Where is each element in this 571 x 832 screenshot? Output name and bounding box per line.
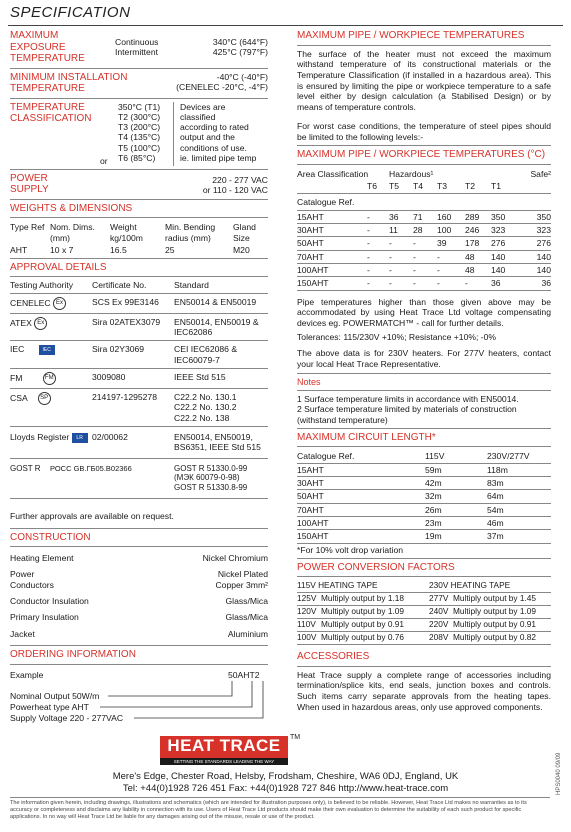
divider bbox=[10, 169, 268, 170]
ordering-label: ORDERING INFORMATION bbox=[10, 649, 136, 661]
continuous-label: Continuous bbox=[115, 37, 159, 47]
weights-header: Weight kg/100m bbox=[110, 222, 143, 243]
gost-standard: GOST R 51330.0-99 bbox=[174, 463, 248, 473]
divider bbox=[297, 145, 551, 146]
max-exposure-label: MAXIMUM EXPOSURE TEMPERATURE bbox=[10, 30, 85, 64]
pipe-cell: - bbox=[367, 237, 389, 250]
approval-standard: C22.2 No. 138 bbox=[174, 412, 230, 423]
circuit-cell: 15AHT bbox=[297, 463, 425, 476]
weights-label: WEIGHTS & DIMENSIONS bbox=[10, 202, 133, 214]
area-class-header: Area Classification bbox=[297, 168, 369, 179]
left-column bbox=[10, 30, 268, 728]
conversion-cell: 100V bbox=[297, 632, 321, 645]
divider bbox=[297, 373, 551, 374]
pipe-cell: 140 bbox=[491, 250, 517, 263]
company-contact: Tel: +44(0)1928 726 451 Fax: +44(0)1928 727 846 http://www.heat-trace.com bbox=[122, 783, 449, 794]
divider bbox=[10, 546, 268, 547]
pipe-cell: 246 bbox=[465, 224, 491, 237]
divider bbox=[10, 276, 268, 277]
note-line: classified bbox=[180, 111, 216, 122]
construction-key: Primary Insulation bbox=[10, 612, 79, 623]
circuit-cell: 42m bbox=[425, 477, 487, 490]
conversion-cell: 125V bbox=[297, 593, 321, 606]
title-divider bbox=[8, 25, 563, 26]
pipe-cell: - bbox=[465, 277, 491, 290]
gost-standard: GOST R 51330.8-99 bbox=[174, 482, 248, 492]
construction-value: Glass/Mica bbox=[225, 596, 268, 607]
approval-authority: Lloyds Register bbox=[10, 431, 70, 442]
pipe-cell: 71 bbox=[413, 210, 437, 223]
conversion-cell: Multiply output by 1.18 bbox=[321, 593, 429, 606]
approval-standard: IEC62086 bbox=[174, 327, 213, 338]
company-address: Mere's Edge, Chester Road, Helsby, Frodsham, Cheshire, WA6 0DJ, England, UK bbox=[112, 771, 459, 782]
weights-cell: 16.5 bbox=[110, 244, 127, 255]
construction-label: CONSTRUCTION bbox=[10, 531, 91, 543]
conversion-cell: 277V bbox=[429, 593, 453, 606]
divider bbox=[10, 664, 268, 665]
conversion-cell: Multiply output by 0.91 bbox=[453, 619, 551, 632]
circuit-cell: 50AHT bbox=[297, 490, 425, 503]
circuit-cell: 118m bbox=[487, 463, 551, 476]
power-supply-value-alt: or 110 - 120 VAC bbox=[202, 185, 268, 196]
ex-mark-icon: Ex bbox=[53, 297, 66, 310]
pipe-cell: - bbox=[437, 250, 465, 263]
pipe-cell: 289 bbox=[465, 210, 491, 223]
ordering-line-voltage: Supply Voltage 220 - 277VAC bbox=[10, 712, 124, 723]
power-supply-label: POWER SUPPLY bbox=[10, 172, 49, 196]
conversion-cell: Multiply output by 1.09 bbox=[453, 606, 551, 619]
class-header: T6 bbox=[367, 180, 389, 193]
accessories-paragraph: Heat Trace supply a complete range of accessories including termination/splice kits, end seals, junction boxes and controls. Such items carry separate approvals from the heating tapes. When used in hazardous areas, only use approved components. bbox=[297, 669, 551, 712]
gost-cert: РОСС GB.ГБ05.В02366 bbox=[50, 463, 132, 473]
pipe-cell: - bbox=[389, 277, 413, 290]
circuit-cell: 64m bbox=[487, 490, 551, 503]
data-230v-note: The above data is for 230V heaters. For 277V heaters, contact your local Heat Trace Representative. bbox=[297, 348, 551, 369]
weights-header: Gland Size bbox=[233, 222, 256, 243]
pipe-cell: - bbox=[413, 277, 437, 290]
pipe-cell: 140 bbox=[517, 250, 551, 263]
hazardous-header: Hazardous¹ bbox=[389, 168, 434, 179]
pipe-cell: 276 bbox=[517, 237, 551, 250]
pipe-temperature-table bbox=[297, 168, 551, 291]
conversion-cell: 110V bbox=[297, 619, 321, 632]
power-supply-value: 220 - 277 VAC bbox=[212, 174, 268, 185]
pipe-cell: - bbox=[413, 250, 437, 263]
pipe-cell: 50AHT bbox=[297, 237, 367, 250]
ordering-example: Example bbox=[10, 669, 44, 680]
circuit-header: 230V/277V bbox=[487, 450, 551, 463]
temp-class-item: T4 (135°C) bbox=[118, 132, 161, 143]
class-header: T5 bbox=[389, 180, 413, 193]
pipe-cell: 350 bbox=[491, 210, 517, 223]
construction-row bbox=[10, 550, 268, 566]
approval-standard: EN50014, EN50019, bbox=[174, 431, 253, 442]
approval-cert: Sira 02Y3069 bbox=[92, 341, 174, 369]
construction-row bbox=[10, 626, 268, 642]
class-header: T2 bbox=[465, 180, 491, 193]
divider bbox=[10, 645, 268, 646]
tolerances: Tolerances: 115/230V +10%; Resistance +10%; -0% bbox=[297, 331, 497, 342]
pipe-table-label: MAXIMUM PIPE / WORKPIECE TEMPERATURES (°C) bbox=[297, 149, 546, 161]
lloyds-logo-icon: LR bbox=[72, 433, 88, 443]
construction-value: Nickel Plated bbox=[217, 569, 268, 580]
divider bbox=[297, 428, 551, 429]
note-2: 2 Surface temperature limited by materials of construction (withstand temperature) bbox=[297, 404, 517, 425]
circuit-cell: 83m bbox=[487, 477, 551, 490]
pipe-row-0 bbox=[297, 210, 551, 223]
weights-cell: AHT bbox=[10, 244, 28, 255]
intermittent-label: Intermittent bbox=[115, 47, 158, 58]
circuit-header: Catalogue Ref. bbox=[297, 450, 425, 463]
pipe-cell: - bbox=[367, 264, 389, 277]
circuit-cell: 23m bbox=[425, 517, 487, 530]
circuit-cell: 59m bbox=[425, 463, 487, 476]
pipe-cell: 140 bbox=[517, 264, 551, 277]
approvals-header: Standard bbox=[174, 280, 268, 293]
pipe-cell: 323 bbox=[517, 224, 551, 237]
divider bbox=[297, 164, 551, 165]
pipe-row-5 bbox=[297, 277, 551, 290]
weights-header: Type Ref bbox=[10, 222, 45, 233]
pipe-cell: 36 bbox=[491, 277, 517, 290]
max-exposure-section bbox=[10, 30, 268, 65]
conversion-cell: Multiply output by 1.45 bbox=[453, 593, 551, 606]
approvals-label: APPROVAL DETAILS bbox=[10, 261, 107, 273]
circuit-cell: 19m bbox=[425, 530, 487, 543]
class-header: T3 bbox=[437, 180, 465, 193]
ordering-line-type: Powerheat type AHT bbox=[10, 701, 89, 712]
conversion-label: POWER CONVERSION FACTORS bbox=[297, 561, 455, 573]
circuit-length-table bbox=[297, 450, 551, 543]
conversion-header: 230V HEATING TAPE bbox=[429, 580, 551, 592]
note-line: Devices are bbox=[180, 101, 226, 112]
construction-key: Power Conductors bbox=[10, 569, 54, 590]
pipe-cell: - bbox=[367, 277, 389, 290]
notes-label: Notes bbox=[297, 376, 321, 387]
approval-standard: EN50014 & EN50019 bbox=[174, 293, 268, 313]
circuit-cell: 100AHT bbox=[297, 517, 425, 530]
temp-class-item: T3 (200°C) bbox=[118, 122, 161, 133]
iec-logo-icon: IEC bbox=[39, 345, 55, 355]
construction-row bbox=[10, 593, 268, 609]
class-header: T4 bbox=[413, 180, 437, 193]
conversion-cell: 120V bbox=[297, 606, 321, 619]
construction-key: Heating Element bbox=[10, 553, 74, 564]
pipe-cell: 160 bbox=[437, 210, 465, 223]
conversion-table bbox=[297, 580, 551, 645]
pipe-cell: 100AHT bbox=[297, 264, 367, 277]
pipe-cell: 28 bbox=[413, 224, 437, 237]
min-install-value: -40°C (-40°F) bbox=[216, 71, 268, 82]
pipe-cell: - bbox=[389, 264, 413, 277]
temp-class-list bbox=[118, 102, 174, 166]
divider bbox=[297, 576, 551, 577]
approval-authority: ATEX bbox=[10, 317, 32, 328]
divider bbox=[297, 666, 551, 667]
right-column bbox=[297, 30, 551, 716]
pipe-cell: - bbox=[389, 250, 413, 263]
max-pipe-paragraph: The surface of the heater must not exceed the maximum withstand temperature of its constructional materials or the Temperature Classification (if installed in a hazardous area). This is ensured by limiting the pipe or workpiece temperature to a safe level either by design calculation (a Stabilised Design) or by means of temperature controls. bbox=[297, 48, 551, 113]
divider bbox=[10, 498, 268, 499]
document-reference: HPS0040 09/09 bbox=[556, 752, 562, 795]
circuit-cell: 30AHT bbox=[297, 477, 425, 490]
approval-cert: 02/00062 bbox=[92, 426, 174, 458]
divider bbox=[10, 68, 268, 69]
temp-class-note bbox=[174, 102, 256, 166]
conversion-cell: Multiply output by 1.09 bbox=[321, 606, 429, 619]
pipe-row-4 bbox=[297, 264, 551, 277]
circuit-cell: 37m bbox=[487, 530, 551, 543]
temp-class-section bbox=[10, 102, 268, 166]
pipe-cell: 150AHT bbox=[297, 277, 367, 290]
pipe-cell: 70AHT bbox=[297, 250, 367, 263]
divider bbox=[10, 258, 268, 259]
pipe-cell: 140 bbox=[491, 264, 517, 277]
heat-trace-slogan: SETTING THE STANDARDS LEADING THE WAY bbox=[160, 758, 288, 765]
pipe-cell: 276 bbox=[491, 237, 517, 250]
accessories-label: ACCESSORIES bbox=[297, 651, 370, 663]
construction-key: Conductor Insulation bbox=[10, 596, 89, 607]
min-install-cenelec: (CENELEC -20°C, -4°F) bbox=[176, 81, 268, 92]
pipe-cell: 36 bbox=[517, 277, 551, 290]
circuit-header: 115V bbox=[425, 450, 487, 463]
conversion-cell: Multiply output by 0.76 bbox=[321, 632, 429, 645]
conversion-header: 115V HEATING TAPE bbox=[297, 580, 429, 592]
conversion-cell: Multiply output by 0.82 bbox=[453, 632, 551, 645]
approval-standard: EN50014, EN50019 & bbox=[174, 316, 259, 327]
weights-cell: 10 x 7 bbox=[50, 244, 74, 255]
pipe-row-3 bbox=[297, 250, 551, 263]
pipe-cell: 350 bbox=[517, 210, 551, 223]
gost-row bbox=[10, 464, 268, 493]
pipe-cell: - bbox=[413, 264, 437, 277]
ex-mark-icon: Ex bbox=[34, 317, 47, 330]
construction-value: Copper 3mm² bbox=[215, 579, 268, 590]
weights-table bbox=[10, 222, 268, 255]
pipe-cell: 178 bbox=[465, 237, 491, 250]
approval-standard: C22.2 No. 130.2 bbox=[174, 402, 237, 413]
approval-cert: 214197-1295278 bbox=[92, 389, 174, 427]
circuit-length-label: MAXIMUM CIRCUIT LENGTH* bbox=[297, 431, 436, 443]
power-supply-section bbox=[10, 173, 268, 196]
divider bbox=[297, 390, 551, 391]
circuit-footnote: *For 10% volt drop variation bbox=[297, 544, 404, 555]
pipe-cell: 36 bbox=[389, 210, 413, 223]
approval-authority: IEC bbox=[10, 344, 25, 355]
disclaimer: The information given herein, including drawings, illustrations and schematics (which are intended for illustration purposes only), is believed to be reliable. However, Heat Trace Ltd makes no warranties as to its accuracy or completeness and disclaims any liability in connection with its use. Users of Heat Trace Ltd products should make their own evaluation to determine the suitability of each such product for specific applications. In no way will Heat Trace Ltd be liable for any damages arising out of the misuse, resale or use of the product. bbox=[10, 797, 550, 821]
pipe-cell: - bbox=[389, 237, 413, 250]
construction-value: Aluminium bbox=[227, 628, 268, 639]
pipe-cell: - bbox=[367, 250, 389, 263]
pipe-cell: - bbox=[367, 224, 389, 237]
divider bbox=[10, 199, 268, 200]
trademark-mark: TM bbox=[290, 734, 301, 741]
pipe-cell: 15AHT bbox=[297, 210, 367, 223]
construction-value: Nickel Chromium bbox=[202, 553, 268, 564]
catalogue-ref-header: Catalogue Ref. bbox=[297, 193, 551, 210]
temp-class-item: 350°C (T1) bbox=[118, 101, 161, 112]
gost-standard: (МЭК 60079-0-98) bbox=[174, 473, 240, 483]
min-install-label: MINIMUM INSTALLATION TEMPERATURE bbox=[10, 71, 128, 94]
circuit-cell: 26m bbox=[425, 503, 487, 516]
pipe-cell: 48 bbox=[465, 250, 491, 263]
pipe-cell: 39 bbox=[437, 237, 465, 250]
safe-header: Safe² bbox=[530, 168, 551, 179]
construction-row bbox=[10, 566, 268, 593]
approval-cert: SCS Ex 99E3146 bbox=[92, 293, 174, 313]
pipe-higher-temps-paragraph: Pipe temperatures higher than those given above may be accommodated by using Heat Trace Ltd voltage compensating devices eg. POWERMATCH™ - call for further details. bbox=[297, 296, 551, 329]
pipe-cell: - bbox=[437, 277, 465, 290]
construction-value: Glass/Mica bbox=[225, 612, 268, 623]
intermittent-value: 425°C (797°F) bbox=[212, 47, 268, 58]
approvals-header: Certificate No. bbox=[92, 280, 174, 293]
approvals-table bbox=[10, 280, 268, 458]
weights-header: Nom. Dims. (mm) bbox=[50, 222, 95, 243]
note-1: 1 Surface temperature limits in accordance with EN50014. bbox=[297, 394, 519, 405]
temp-class-item: T5 (100°C) bbox=[118, 142, 161, 153]
page-title: SPECIFICATION bbox=[10, 4, 131, 21]
circuit-cell: 54m bbox=[487, 503, 551, 516]
divider bbox=[297, 558, 551, 559]
pipe-row-1 bbox=[297, 224, 551, 237]
weights-cell: M20 bbox=[233, 244, 250, 255]
pipe-cell: 100 bbox=[437, 224, 465, 237]
approval-authority: CENELEC bbox=[10, 297, 51, 308]
conversion-cell: 208V bbox=[429, 632, 453, 645]
ordering-leader-lines bbox=[10, 668, 268, 728]
gost-authority: GOST R bbox=[10, 463, 41, 473]
approval-standard: IEEE Std 515 bbox=[174, 369, 268, 389]
ordering-diagram bbox=[10, 668, 268, 728]
pipe-row-2 bbox=[297, 237, 551, 250]
approval-authority: CSA bbox=[10, 392, 28, 403]
max-pipe-worst-case: For worst case conditions, the temperature of steel pipes should be limited to the following levels:- bbox=[297, 120, 551, 142]
temp-class-label: TEMPERATURE CLASSIFICATION bbox=[10, 101, 92, 124]
construction-key: Jacket bbox=[10, 628, 35, 639]
approval-cert: Sira 02ATEX3079 bbox=[92, 313, 174, 341]
circuit-cell: 32m bbox=[425, 490, 487, 503]
ordering-code: 50AHT2 bbox=[228, 669, 260, 680]
further-approvals: Further approvals are available on request. bbox=[10, 511, 174, 522]
note-line: output and the bbox=[180, 132, 235, 143]
pipe-cell: 48 bbox=[465, 264, 491, 277]
continuous-value: 340°C (644°F) bbox=[212, 37, 268, 47]
fm-approved-icon: FM bbox=[43, 372, 56, 385]
divider bbox=[297, 446, 551, 447]
approval-standard: CEI IEC62086 & bbox=[174, 344, 238, 355]
temp-class-item: T2 (300°C) bbox=[118, 111, 161, 122]
temp-class-item: T6 (85°C) bbox=[118, 153, 156, 164]
circuit-cell: 70AHT bbox=[297, 503, 425, 516]
note-line: conditions of use. bbox=[180, 142, 247, 153]
divider bbox=[10, 98, 268, 99]
note-line: ie. limited pipe temp bbox=[180, 153, 257, 164]
note-line: according to rated bbox=[180, 122, 249, 133]
pipe-cell: 30AHT bbox=[297, 224, 367, 237]
divider bbox=[297, 45, 551, 46]
ordering-line-output: Nominal Output 50W/m bbox=[10, 690, 100, 701]
max-pipe-label: MAXIMUM PIPE / WORKPIECE TEMPERATURES bbox=[297, 30, 525, 41]
pipe-cell: 11 bbox=[389, 224, 413, 237]
conversion-cell: 240V bbox=[429, 606, 453, 619]
approval-authority: FM bbox=[10, 372, 23, 383]
pipe-cell: - bbox=[413, 237, 437, 250]
divider bbox=[10, 217, 268, 218]
conversion-cell: 220V bbox=[429, 619, 453, 632]
circuit-cell: 150AHT bbox=[297, 530, 425, 543]
construction-row bbox=[10, 609, 268, 625]
approval-cert: 3009080 bbox=[92, 369, 174, 389]
approval-standard: IEC60079-7 bbox=[174, 354, 220, 365]
class-header: T1 bbox=[491, 180, 517, 193]
approvals-header: Testing Authority bbox=[10, 280, 92, 293]
heat-trace-logo: HEAT TRACE bbox=[160, 736, 288, 758]
circuit-cell: 46m bbox=[487, 517, 551, 530]
temp-class-or: or bbox=[100, 155, 108, 166]
min-install-section bbox=[10, 72, 268, 95]
weights-cell: 25 bbox=[165, 244, 175, 255]
weights-header: Min. Bending radius (mm) bbox=[165, 222, 216, 243]
csa-logo-icon: SP bbox=[38, 392, 51, 405]
divider bbox=[10, 528, 268, 529]
approval-standard: BS6351, IEEE Std 515 bbox=[174, 442, 261, 453]
gost-standards bbox=[174, 464, 247, 493]
pipe-cell: 323 bbox=[491, 224, 517, 237]
pipe-cell: - bbox=[437, 264, 465, 277]
conversion-cell: Multiply output by 0.91 bbox=[321, 619, 429, 632]
approval-standard: C22.2 No. 130.1 bbox=[174, 392, 237, 402]
pipe-cell: - bbox=[367, 210, 389, 223]
